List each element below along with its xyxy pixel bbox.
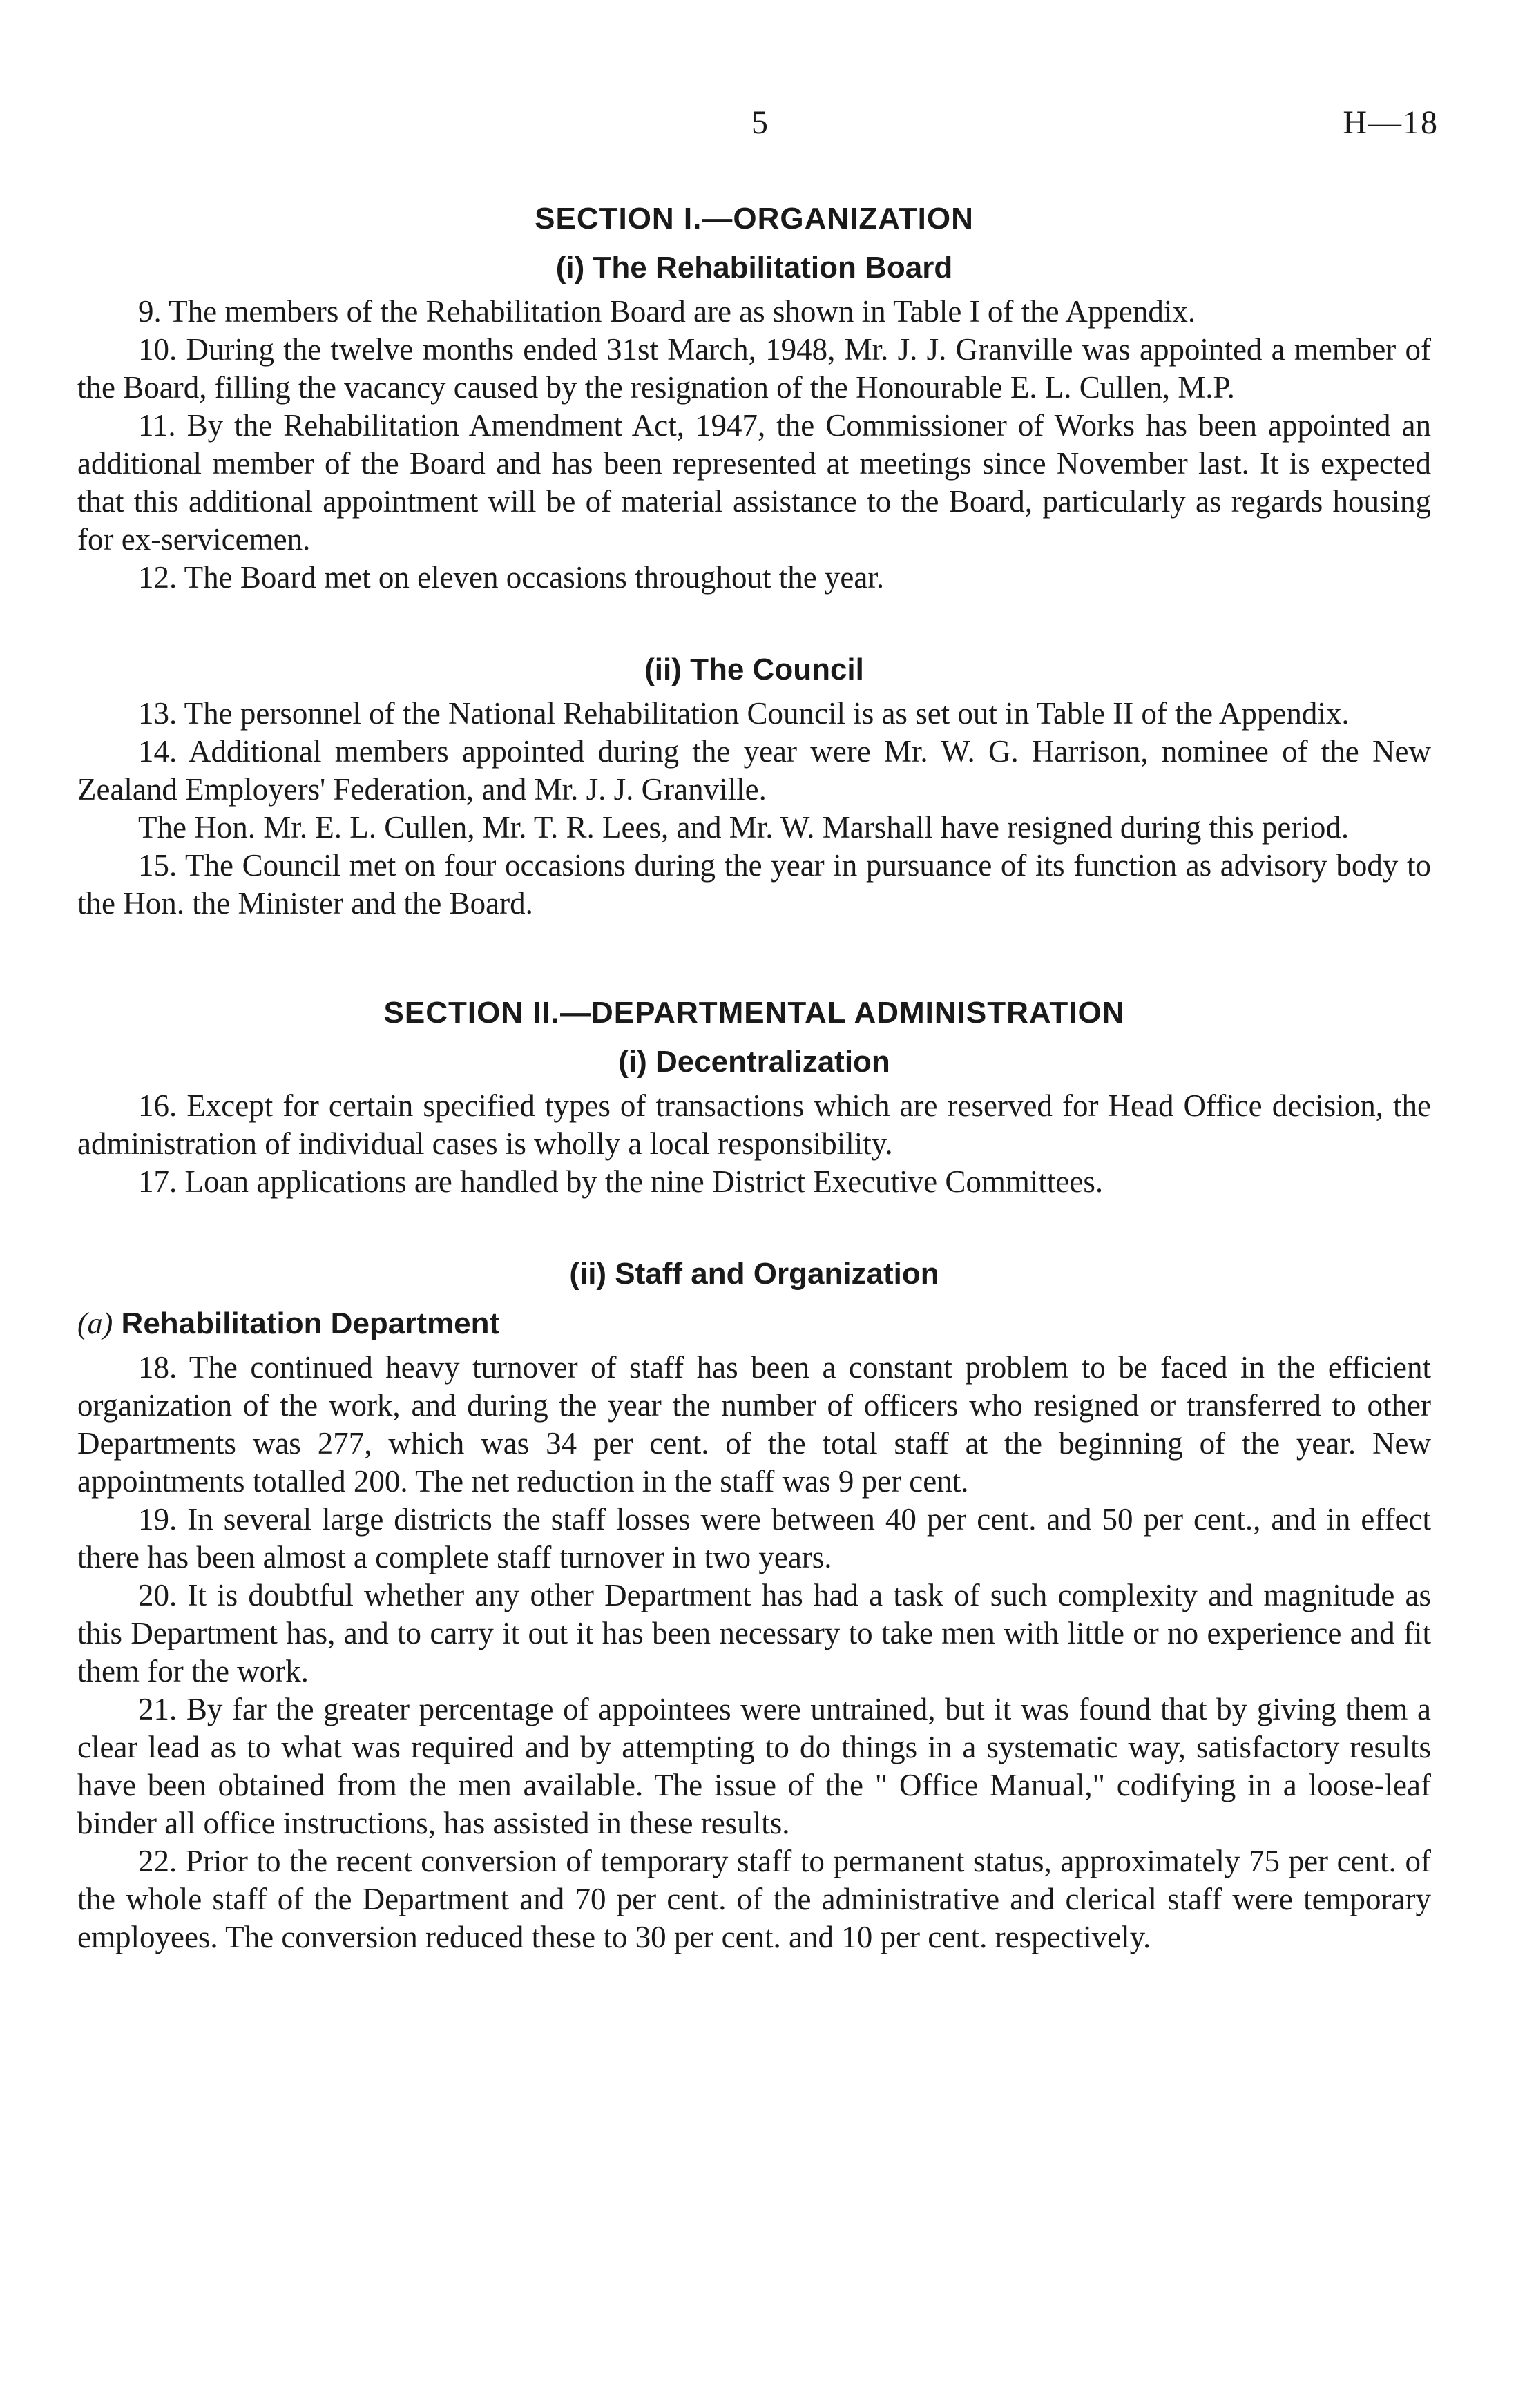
section-2-title: SECTION II.—DEPARTMENTAL ADMINISTRATION <box>383 996 1125 1030</box>
paragraph-14-continued: The Hon. Mr. E. L. Cullen, Mr. T. R. Lees, and Mr. W. Marshall have resigned during this period. <box>138 810 1350 845</box>
paragraph-17: 17. Loan applications are handled by the nine District Executive Committees. <box>138 1164 1104 1199</box>
paragraph-15: 15. The Council met on four occasions during the year in pursuance of its function as advisory body to the Hon. the Minister and the Board. <box>77 848 1431 921</box>
paragraph-13: 13. The personnel of the National Rehabilitation Council is as set out in Table II of the Appendix. <box>138 696 1350 731</box>
paragraph-19: 19. In several large districts the staff losses were between 40 per cent. and 50 per cent., and in effect there has been almost a complete staff turnover in two years. <box>77 1502 1431 1574</box>
paragraph-14: 14. Additional members appointed during the year were Mr. W. G. Harrison, nominee of the New Zealand Employers' Federation, and Mr. J. J. Granville. <box>77 734 1431 807</box>
subsection-a-title: Rehabilitation Department <box>121 1307 500 1340</box>
section-2-sub-1-heading: (i) Decentralization <box>618 1045 890 1079</box>
section-1-sub-2-heading: (ii) The Council <box>644 653 864 686</box>
paragraph-16: 16. Except for certain specified types of transactions which are reserved for Head Office decision, the administration of individual cases is wholly a local responsibility. <box>77 1088 1431 1161</box>
paragraph-9: 9. The members of the Rehabilitation Board are as shown in Table I of the Appendix. <box>138 294 1196 329</box>
paragraph-10: 10. During the twelve months ended 31st March, 1948, Mr. J. J. Granville was appointed a member of the Board, filling the vacancy caused by the resignation of the Honourable E. L. Cullen, M.P. <box>77 332 1431 405</box>
document-body <box>77 195 1431 1956</box>
subsection-a-label: (a) <box>77 1307 113 1340</box>
paragraph-11: 11. By the Rehabilitation Amendment Act, 1947, the Commissioner of Works has been appointed an additional member of the Board and has been represented at meetings since November last. It is expected that this additional appointment will be of material assistance to the Board, particularly as regards housing for ex-servicemen. <box>77 408 1431 557</box>
paragraph-22: 22. Prior to the recent conversion of temporary staff to permanent status, approximately 75 per cent. of the whole staff of the Department and 70 per cent. of the administrative and clerical staff were temporary employees. The conversion reduced these to 30 per cent. and 10 per cent. respectively. <box>77 1844 1431 1954</box>
paragraph-18: 18. The continued heavy turnover of staff has been a constant problem to be faced in the efficient organization of the work, and during the year the number of officers who resigned or transferred to other Departments was 277, which was 34 per cent. of the total staff at the beginning of the year. New appointments totalled 200. The net reduction in the staff was 9 per cent. <box>77 1350 1431 1499</box>
paragraph-21: 21. By far the greater percentage of appointees were untrained, but it was found that by giving them a clear lead as to what was required and by attempting to do things in a systematic way, satisfactory results have been obtained from the men available. The issue of the " Office Manual," codifying in a loose-leaf binder all office instructions, has assisted in these results. <box>77 1692 1431 1840</box>
section-2-sub-2-heading: (ii) Staff and Organization <box>569 1257 939 1291</box>
page-number: 5 <box>751 104 768 141</box>
section-1-title: SECTION I.—ORGANIZATION <box>535 202 974 235</box>
paragraph-12: 12. The Board met on eleven occasions throughout the year. <box>138 560 885 595</box>
paragraph-20: 20. It is doubtful whether any other Department has had a task of such complexity and magnitude as this Department has, and to carry it out it has been necessary to take men with little or no experience and fit them for the work. <box>77 1578 1431 1688</box>
section-1-sub-1-heading: (i) The Rehabilitation Board <box>555 251 953 285</box>
document-reference: H—18 <box>1343 104 1439 141</box>
subsection-a-heading <box>77 1299 1431 1349</box>
